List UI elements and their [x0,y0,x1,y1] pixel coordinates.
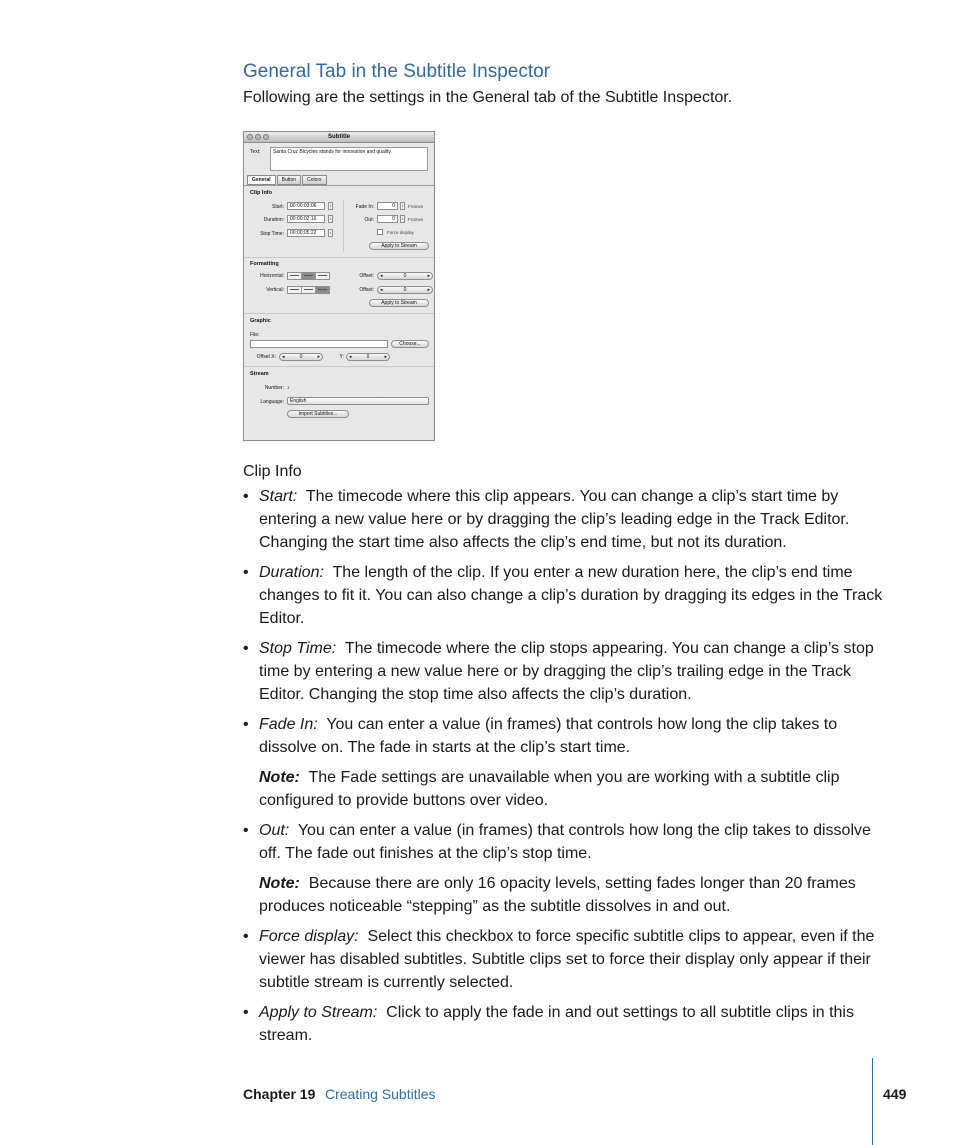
list-item [243,1001,883,1047]
item-text: The length of the clip. If you enter a new duration here, the clip’s end time changes to fit it. You can also change a clip’s duration by dragging its edges in the Track Editor. [259,564,883,627]
start-stepper[interactable]: ↕ [329,203,332,208]
note-term: Note: [259,769,300,786]
out-field[interactable]: 0 [377,215,398,223]
bullet: • [243,488,249,505]
subtitle-text-field[interactable]: Santa Cruz Bicycles stands for innovation and quality. [270,147,428,171]
item-term: Out: [259,822,290,839]
intro-text: Following are the settings in the General tab of the Subtitle Inspector. [243,89,733,106]
vertical-offset-slider[interactable]: ◂ 0 ▸ [377,286,433,294]
list-item [243,561,883,630]
window-title: Subtitle [328,134,350,140]
vertical-alignment-control[interactable] [287,286,330,294]
align-right-icon[interactable] [316,273,329,279]
item-term: Fade In: [259,716,318,733]
footer-divider [872,1058,873,1145]
vertical-offset-value: 0 [403,287,407,293]
stream-section-title: Stream [250,371,269,377]
fade-in-unit: Frames [408,204,424,209]
item-term: Apply to Stream: [259,1004,378,1021]
stop-time-field[interactable]: 00:00:05:22 [287,229,325,237]
footer-chapter: Chapter 19 [243,1086,316,1102]
stop-time-stepper[interactable]: ↕ [329,230,332,235]
list-item [243,485,883,554]
align-top-icon[interactable] [288,287,302,293]
offset-y-slider[interactable]: ◂ 0 ▸ [346,353,390,361]
start-label: Start: [272,204,284,210]
note-text: Because there are only 16 opacity levels, setting fades longer than 20 frames produces noticeable “stepping” as the subtitle dissolves in and out. [259,875,856,915]
item-text: The timecode where the clip stops appearing. You can change a clip’s stop time by entering a new value here or by dragging the clip’s trailing edge in the Track Editor. Changing the stop time also affects the clip’s duration. [259,640,874,703]
offset-x-slider[interactable]: ◂ 0 ▸ [279,353,323,361]
duration-label: Duration: [263,217,284,223]
apply-to-stream-button[interactable]: Apply to Stream [369,242,429,250]
clip-info-section-title: Clip Info [250,190,272,196]
bullet: • [243,928,249,945]
fade-in-label: Fade In: [355,204,374,210]
note-term: Note: [259,875,300,892]
zoom-window-icon[interactable] [263,134,269,140]
bullet: • [243,822,249,839]
formatting-section-title: Formatting [250,261,279,267]
item-text: Select this checkbox to force specific subtitle clips to appear, even if the viewer has disabled subtitles. Subtitle clips set to force their display only appear if their subtitle stream is currently selected. [259,928,875,991]
align-left-icon[interactable] [288,273,302,279]
fade-in-field[interactable]: 0 [377,202,398,210]
minimize-window-icon[interactable] [255,134,261,140]
offset-y-label: Y: [339,354,344,360]
section-heading: General Tab in the Subtitle Inspector [243,61,551,82]
offset-x-value: 0 [299,354,303,360]
horizontal-label: Horizontal: [260,273,284,279]
item-term: Force display: [259,928,359,945]
clip-info-heading: Clip Info [243,463,302,480]
subtitle-inspector-screenshot [243,131,435,441]
offset-y-value: 0 [366,354,370,360]
out-stepper[interactable]: ↕ [401,216,404,221]
start-field[interactable]: 00:00:03:06 [287,202,325,210]
vertical-label: Vertical: [266,287,284,293]
window-titlebar [244,132,434,143]
out-unit: Frames [408,217,424,222]
force-display-checkbox[interactable] [377,229,383,235]
text-label: Text: [250,149,261,155]
language-label: Language: [260,399,284,405]
note-text: The Fade settings are unavailable when you are working with a subtitle clip configured to provide buttons over video. [259,769,840,809]
tab-button[interactable]: Button [277,175,301,185]
item-term: Start: [259,488,298,505]
formatting-apply-to-stream-button[interactable]: Apply to Stream [369,299,429,307]
duration-field[interactable]: 00:00:02:16 [287,215,325,223]
horizontal-offset-value: 0 [403,273,407,279]
item-text: The timecode where this clip appears. You can change a clip’s start time by entering a new value here or by dragging the clip’s leading edge in the Track Editor. Changing the start time also affects the clip’s end time, but not its duration. [259,488,850,551]
bullet: • [243,1004,249,1021]
number-value: 1 [287,385,290,390]
bullet: • [243,640,249,657]
horizontal-offset-label: Offset: [359,273,374,279]
item-term: Duration: [259,564,324,581]
align-bottom-icon[interactable] [316,287,329,293]
file-label: File: [250,332,260,338]
footer-chapter-link[interactable]: Creating Subtitles [325,1086,436,1102]
list-item [243,819,883,865]
language-select[interactable]: English [287,397,429,405]
import-subtitles-button[interactable]: Import Subtitles... [287,410,349,418]
tab-colors[interactable]: Colors [302,175,326,185]
out-label: Out: [364,217,374,223]
note [259,766,879,812]
list-item [243,637,883,706]
align-middle-icon[interactable] [302,287,316,293]
item-text: You can enter a value (in frames) that controls how long the clip takes to dissolve on. The fade in starts at the clip’s start time. [259,716,838,756]
number-label: Number: [264,385,284,391]
bullet: • [243,716,249,733]
tab-general[interactable]: General [247,175,276,185]
align-center-icon[interactable] [302,273,316,279]
horizontal-alignment-control[interactable] [287,272,330,280]
file-path-field[interactable] [250,340,388,348]
item-text: You can enter a value (in frames) that controls how long the clip takes to dissolve off. The fade out finishes at the clip’s stop time. [259,822,871,862]
list-item [243,925,883,994]
item-text: Click to apply the fade in and out settings to all subtitle clips in this stream. [259,1004,854,1044]
stop-time-label: Stop Time: [260,231,284,237]
close-window-icon[interactable] [247,134,253,140]
force-display-label: Force display [387,230,414,235]
item-term: Stop Time: [259,640,337,657]
bullet: • [243,564,249,581]
fade-in-stepper[interactable]: ↕ [401,203,404,208]
vertical-offset-label: Offset: [359,287,374,293]
duration-stepper[interactable]: ↕ [329,216,332,221]
graphic-section-title: Graphic [250,318,271,324]
list-item [243,713,883,759]
page-number: 449 [883,1086,907,1102]
choose-button[interactable]: Choose... [391,340,429,348]
offset-x-label: Offset X: [256,354,276,360]
horizontal-offset-slider[interactable]: ◂ 0 ▸ [377,272,433,280]
note [259,872,879,918]
